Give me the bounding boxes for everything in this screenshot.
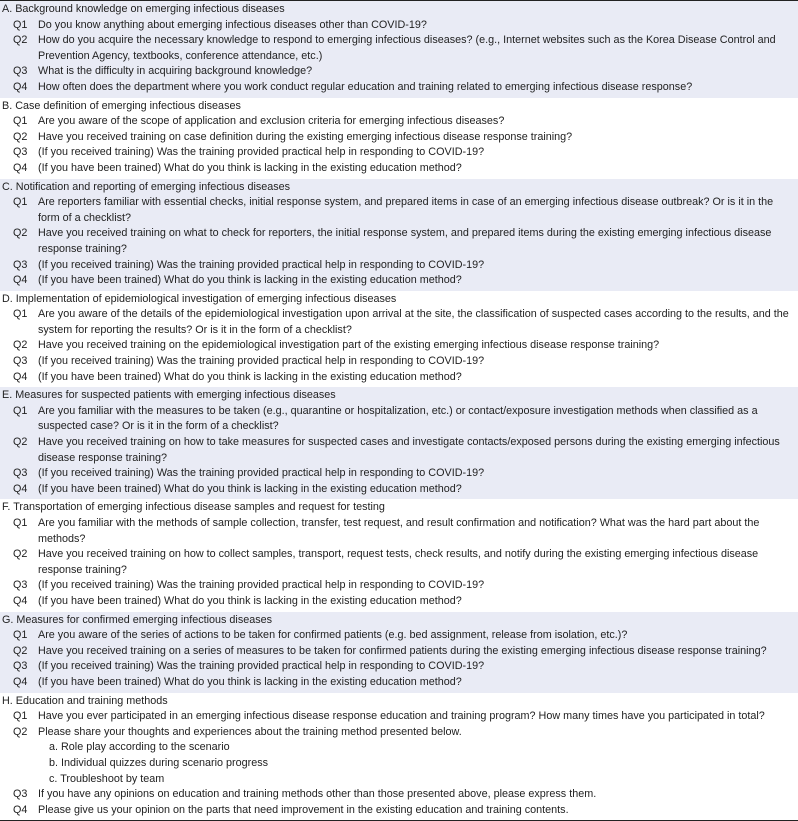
question-number: Q1 bbox=[13, 196, 28, 209]
question-text: Have you received training on a series of measures to be taken for confirmed patients during the existing emerging infectious disease response training? bbox=[38, 644, 767, 657]
question-text: Have you received training on the epidemiological investigation part of the existing emerging infectious disease response training? bbox=[38, 339, 660, 352]
section-title: B. Case definition of emerging infectious diseases bbox=[2, 99, 241, 112]
section-d bbox=[0, 291, 798, 388]
question-row bbox=[0, 578, 798, 594]
question-text: (If you received training) Was the training provided practical help in responding to COVID-19? bbox=[38, 467, 485, 480]
sub-item: c. Troubleshoot by team bbox=[49, 772, 165, 785]
question-number: Q3 bbox=[13, 355, 28, 368]
question-text: Have you received training on what to check for reporters, the initial response system, and prepared items during the existing emerging infectious disease response training? bbox=[38, 227, 772, 255]
question-text: Please give us your opinion on the parts that need improvement in the existing education and training contents. bbox=[38, 803, 569, 816]
question-text: If you have any opinions on education and training methods other than those presented above, please express them. bbox=[38, 788, 597, 801]
question-text: Are you aware of the series of actions to be taken for confirmed patients (e.g. bed assignment, release from isolation, etc.)? bbox=[38, 629, 628, 642]
question-text: (If you received training) Was the training provided practical help in responding to COVID-19? bbox=[38, 579, 485, 592]
sub-item: b. Individual quizzes during scenario progress bbox=[49, 756, 269, 769]
question-row bbox=[0, 226, 798, 257]
question-text: (If you have been trained) What do you think is lacking in the existing education method? bbox=[38, 594, 462, 607]
question-number: Q3 bbox=[13, 788, 28, 801]
question-number: Q1 bbox=[13, 517, 28, 529]
question-row bbox=[0, 659, 798, 675]
question-text: (If you have been trained) What do you think is lacking in the existing education method? bbox=[38, 482, 462, 495]
question-row bbox=[0, 803, 798, 819]
question-text: (If you received training) Was the training provided practical help in responding to COVID-19? bbox=[38, 258, 485, 271]
question-number: Q4 bbox=[13, 161, 28, 174]
question-number: Q3 bbox=[13, 660, 28, 673]
question-number: Q4 bbox=[13, 803, 28, 816]
question-row bbox=[0, 80, 798, 96]
section-f bbox=[0, 499, 798, 611]
question-text: Have you ever participated in an emerging infectious disease response education and training program? How many times have you participated in total? bbox=[38, 710, 765, 723]
section-title: F. Transportation of emerging infectious disease samples and request for testing bbox=[2, 501, 385, 514]
question-text: Are reporters familiar with essential checks, initial response system, and prepared items in case of an emerging infectious disease outbreak? Or is it in the form of a checklist? bbox=[38, 196, 774, 224]
section-h bbox=[0, 693, 798, 821]
question-number: Q3 bbox=[13, 467, 28, 480]
question-row bbox=[0, 787, 798, 803]
question-row bbox=[0, 675, 798, 691]
question-text: Are you familiar with the methods of sample collection, transfer, test request, and result confirmation and notification? What was the hard part about the methods? bbox=[38, 517, 760, 545]
question-text: Do you know anything about emerging infectious diseases other than COVID-19? bbox=[38, 18, 427, 31]
section-title: E. Measures for suspected patients with emerging infectious diseases bbox=[2, 389, 336, 402]
sub-item: a. Role play according to the scenario bbox=[49, 741, 230, 754]
question-row bbox=[0, 64, 798, 80]
question-number: Q4 bbox=[13, 80, 28, 93]
question-number: Q4 bbox=[13, 675, 28, 688]
question-text: What is the difficulty in acquiring background knowledge? bbox=[38, 65, 313, 78]
question-row bbox=[0, 161, 798, 177]
question-number: Q2 bbox=[13, 725, 28, 738]
question-number: Q3 bbox=[13, 65, 28, 78]
question-number: Q2 bbox=[13, 548, 28, 561]
question-text: Have you received training on how to take measures for suspected cases and investigate contacts/exposed persons during the existing emerging infectious disease response training? bbox=[38, 436, 780, 464]
question-text: Are you aware of the details of the epidemiological investigation upon arrival at the site, the classification of suspected cases according to the results, and the system for reporting the results? Or is it in the form of a checklist? bbox=[38, 308, 789, 336]
section-title: G. Measures for confirmed emerging infectious diseases bbox=[2, 613, 273, 626]
section-title: C. Notification and reporting of emerging infectious diseases bbox=[2, 180, 291, 193]
question-number: Q3 bbox=[13, 258, 28, 271]
question-number: Q1 bbox=[13, 404, 28, 417]
question-row bbox=[0, 725, 798, 741]
question-row bbox=[0, 466, 798, 482]
question-row bbox=[0, 18, 798, 34]
section-e bbox=[0, 387, 798, 499]
question-row bbox=[0, 709, 798, 725]
question-text: (If you have been trained) What do you think is lacking in the existing education method? bbox=[38, 370, 462, 383]
question-number: Q4 bbox=[13, 594, 28, 607]
question-number: Q2 bbox=[13, 34, 28, 47]
question-text: Have you received training on how to collect samples, transport, request tests, check results, and notify during the existing emerging infectious disease response training? bbox=[38, 548, 759, 576]
question-number: Q2 bbox=[13, 227, 28, 240]
section-a bbox=[0, 1, 798, 98]
section-title: A. Background knowledge on emerging infectious diseases bbox=[2, 3, 285, 15]
question-text: Are you familiar with the measures to be taken (e.g., quarantine or hospitalization, etc.) or contact/exposure investigation methods when classified as a suspected case? Or is it in the form of a checklist? bbox=[38, 404, 758, 433]
question-number: Q1 bbox=[13, 115, 28, 128]
question-text: (If you received training) Was the training provided practical help in responding to COVID-19? bbox=[38, 660, 485, 673]
section-b bbox=[0, 98, 798, 179]
question-number: Q1 bbox=[13, 308, 28, 321]
question-row bbox=[0, 258, 798, 274]
question-row bbox=[0, 404, 798, 435]
question-row bbox=[0, 145, 798, 161]
question-text: Please share your thoughts and experiences about the training method presented below. bbox=[38, 725, 462, 738]
question-text: Are you aware of the scope of application and exclusion criteria for emerging infectious diseases? bbox=[38, 115, 505, 128]
question-number: Q1 bbox=[13, 629, 28, 642]
question-text: How do you acquire the necessary knowledge to respond to emerging infectious diseases? (e.g., Internet websites such as the Korea Disease Control and Prevention Agency, textbooks, conference attendance, etc.) bbox=[38, 34, 776, 62]
question-row bbox=[0, 33, 798, 64]
question-text: (If you have been trained) What do you think is lacking in the existing education method? bbox=[38, 274, 462, 287]
question-row bbox=[0, 547, 798, 578]
question-number: Q2 bbox=[13, 644, 28, 657]
question-row bbox=[0, 354, 798, 370]
section-g bbox=[0, 612, 798, 693]
question-number: Q3 bbox=[13, 146, 28, 159]
question-text: (If you received training) Was the training provided practical help in responding to COVID-19? bbox=[38, 146, 485, 159]
question-text: (If you received training) Was the training provided practical help in responding to COVID-19? bbox=[38, 355, 485, 368]
question-row bbox=[0, 435, 798, 466]
question-row bbox=[0, 370, 798, 386]
question-row bbox=[0, 338, 798, 354]
question-text: Have you received training on case definition during the existing emerging infectious disease response training? bbox=[38, 130, 573, 143]
question-text: (If you have been trained) What do you think is lacking in the existing education method? bbox=[38, 161, 462, 174]
section-c bbox=[0, 179, 798, 291]
question-row bbox=[0, 195, 798, 226]
question-number: Q1 bbox=[13, 18, 28, 31]
question-row bbox=[0, 130, 798, 146]
section-title: H. Education and training methods bbox=[2, 694, 168, 707]
question-row bbox=[0, 594, 798, 610]
question-row bbox=[0, 307, 798, 338]
question-number: Q4 bbox=[13, 482, 28, 495]
question-number: Q2 bbox=[13, 130, 28, 143]
section-title: D. Implementation of epidemiological investigation of emerging infectious diseases bbox=[2, 292, 397, 305]
question-row bbox=[0, 273, 798, 289]
question-text: (If you have been trained) What do you think is lacking in the existing education method? bbox=[38, 675, 462, 688]
question-row bbox=[0, 628, 798, 644]
question-number: Q2 bbox=[13, 436, 28, 449]
question-row bbox=[0, 516, 798, 547]
question-row bbox=[0, 644, 798, 660]
question-number: Q4 bbox=[13, 274, 28, 287]
question-row bbox=[0, 114, 798, 130]
question-number: Q1 bbox=[13, 710, 28, 723]
question-number: Q4 bbox=[13, 370, 28, 383]
question-number: Q2 bbox=[13, 339, 28, 352]
question-number: Q3 bbox=[13, 579, 28, 592]
question-row bbox=[0, 482, 798, 498]
question-text: How often does the department where you work conduct regular education and training related to emerging infectious disease response? bbox=[38, 80, 693, 93]
